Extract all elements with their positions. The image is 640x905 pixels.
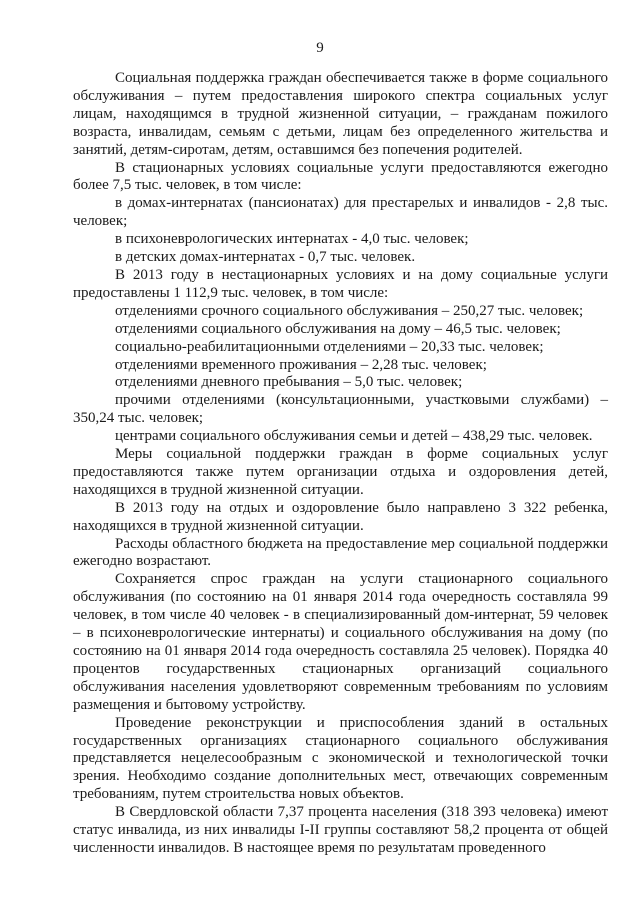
list-item-elderly-homes: в домах-интернатах (пансионатах) для престарелых и инвалидов - 2,8 тыс. человек; xyxy=(73,195,608,230)
document-body xyxy=(73,70,608,858)
paragraph-disability-stats: В Свердловской области 7,37 процента населения (318 393 человека) имеют статус инвалида, из них инвалиды I-II группы составляют 58,2 процента от общей численности инвалидов. В настоящее время по результатам проведенного xyxy=(73,804,608,856)
list-item-temporary-residence: отделениями временного проживания – 2,28 тыс. человек; xyxy=(115,356,487,373)
paragraph-reconstruction: Проведение реконструкции и приспособления зданий в остальных государственных организациях стационарного социального обслуживания представляется нецелесообразным с экономической и технологической точки зрения. Необходимо создание дополнительных мест, отвечающих современным требованиям, путем строительства новых объектов. xyxy=(73,714,608,803)
list-item-psychoneurological: в психоневрологических интернатах - 4,0 тыс. человек; xyxy=(115,231,469,248)
paragraph-recreation-2013: В 2013 году на отдых и оздоровление было направлено 3 322 ребенка, находящихся в трудной жизненной ситуации. xyxy=(73,499,608,534)
list-item-urgent-service: отделениями срочного социального обслуживания – 250,27 тыс. человек; xyxy=(115,302,584,319)
list-item-day-stay: отделениями дневного пребывания – 5,0 тыс. человек; xyxy=(115,374,463,391)
paragraph-children-recreation: Меры социальной поддержки граждан в форме социальных услуг предоставляются также путем организации отдыха и оздоровления детей, находящихся в трудной жизненной ситуации. xyxy=(73,446,608,498)
page-number: 9 xyxy=(316,40,324,56)
paragraph-social-services-intro: Социальная поддержка граждан обеспечивается также в форме социального обслуживания – путем предоставления широкого спектра социальных услуг лицам, находящимся в трудной жизненной ситуации, – гражданам пожилого возраста, инвалидам, семьям с детьми, лицам без определенного жительства и занятий, детям-сиротам, детям, оставшимся без попечения родителей. xyxy=(73,70,608,158)
list-item-family-centers: центрами социального обслуживания семьи и детей – 438,29 тыс. человек. xyxy=(115,428,593,445)
list-item-children-homes: в детских домах-интернатах - 0,7 тыс. человек. xyxy=(115,249,416,266)
paragraph-nonstationary-services: В 2013 году в нестационарных условиях и на дому социальные услуги предоставлены 1 112,9 тыс. человек, в том числе: xyxy=(73,266,608,301)
paragraph-stationary-services: В стационарных условиях социальные услуги предоставляются ежегодно более 7,5 тыс. человек, в том числе: xyxy=(73,159,608,194)
list-item-home-service: отделениями социального обслуживания на дому – 46,5 тыс. человек; xyxy=(115,320,561,337)
list-item-rehabilitation: социально-реабилитационными отделениями – 20,33 тыс. человек; xyxy=(115,338,544,355)
list-item-other-departments: прочими отделениями (консультационными, участковыми службами) – 350,24 тыс. человек; xyxy=(73,392,608,427)
paragraph-budget-expenses: Расходы областного бюджета на предоставление мер социальной поддержки ежегодно возрастают. xyxy=(73,535,608,570)
paragraph-service-demand: Сохраняется спрос граждан на услуги стационарного социального обслуживания (по состоянию на 01 января 2014 года очередность составляла 99 человек, в том числе 40 человек - в специализированный дом-интернат, 59 человек – в психоневрологические интернаты) и социального обслуживания на дому (по состоянию на 01 января 2014 года очередность составляла 25 человек). Порядка 40 процентов государственных стационарных организаций социального обслуживания населения удовлетворяют современным требованиям по условиям размещения и бытовому устройству. xyxy=(73,571,608,713)
